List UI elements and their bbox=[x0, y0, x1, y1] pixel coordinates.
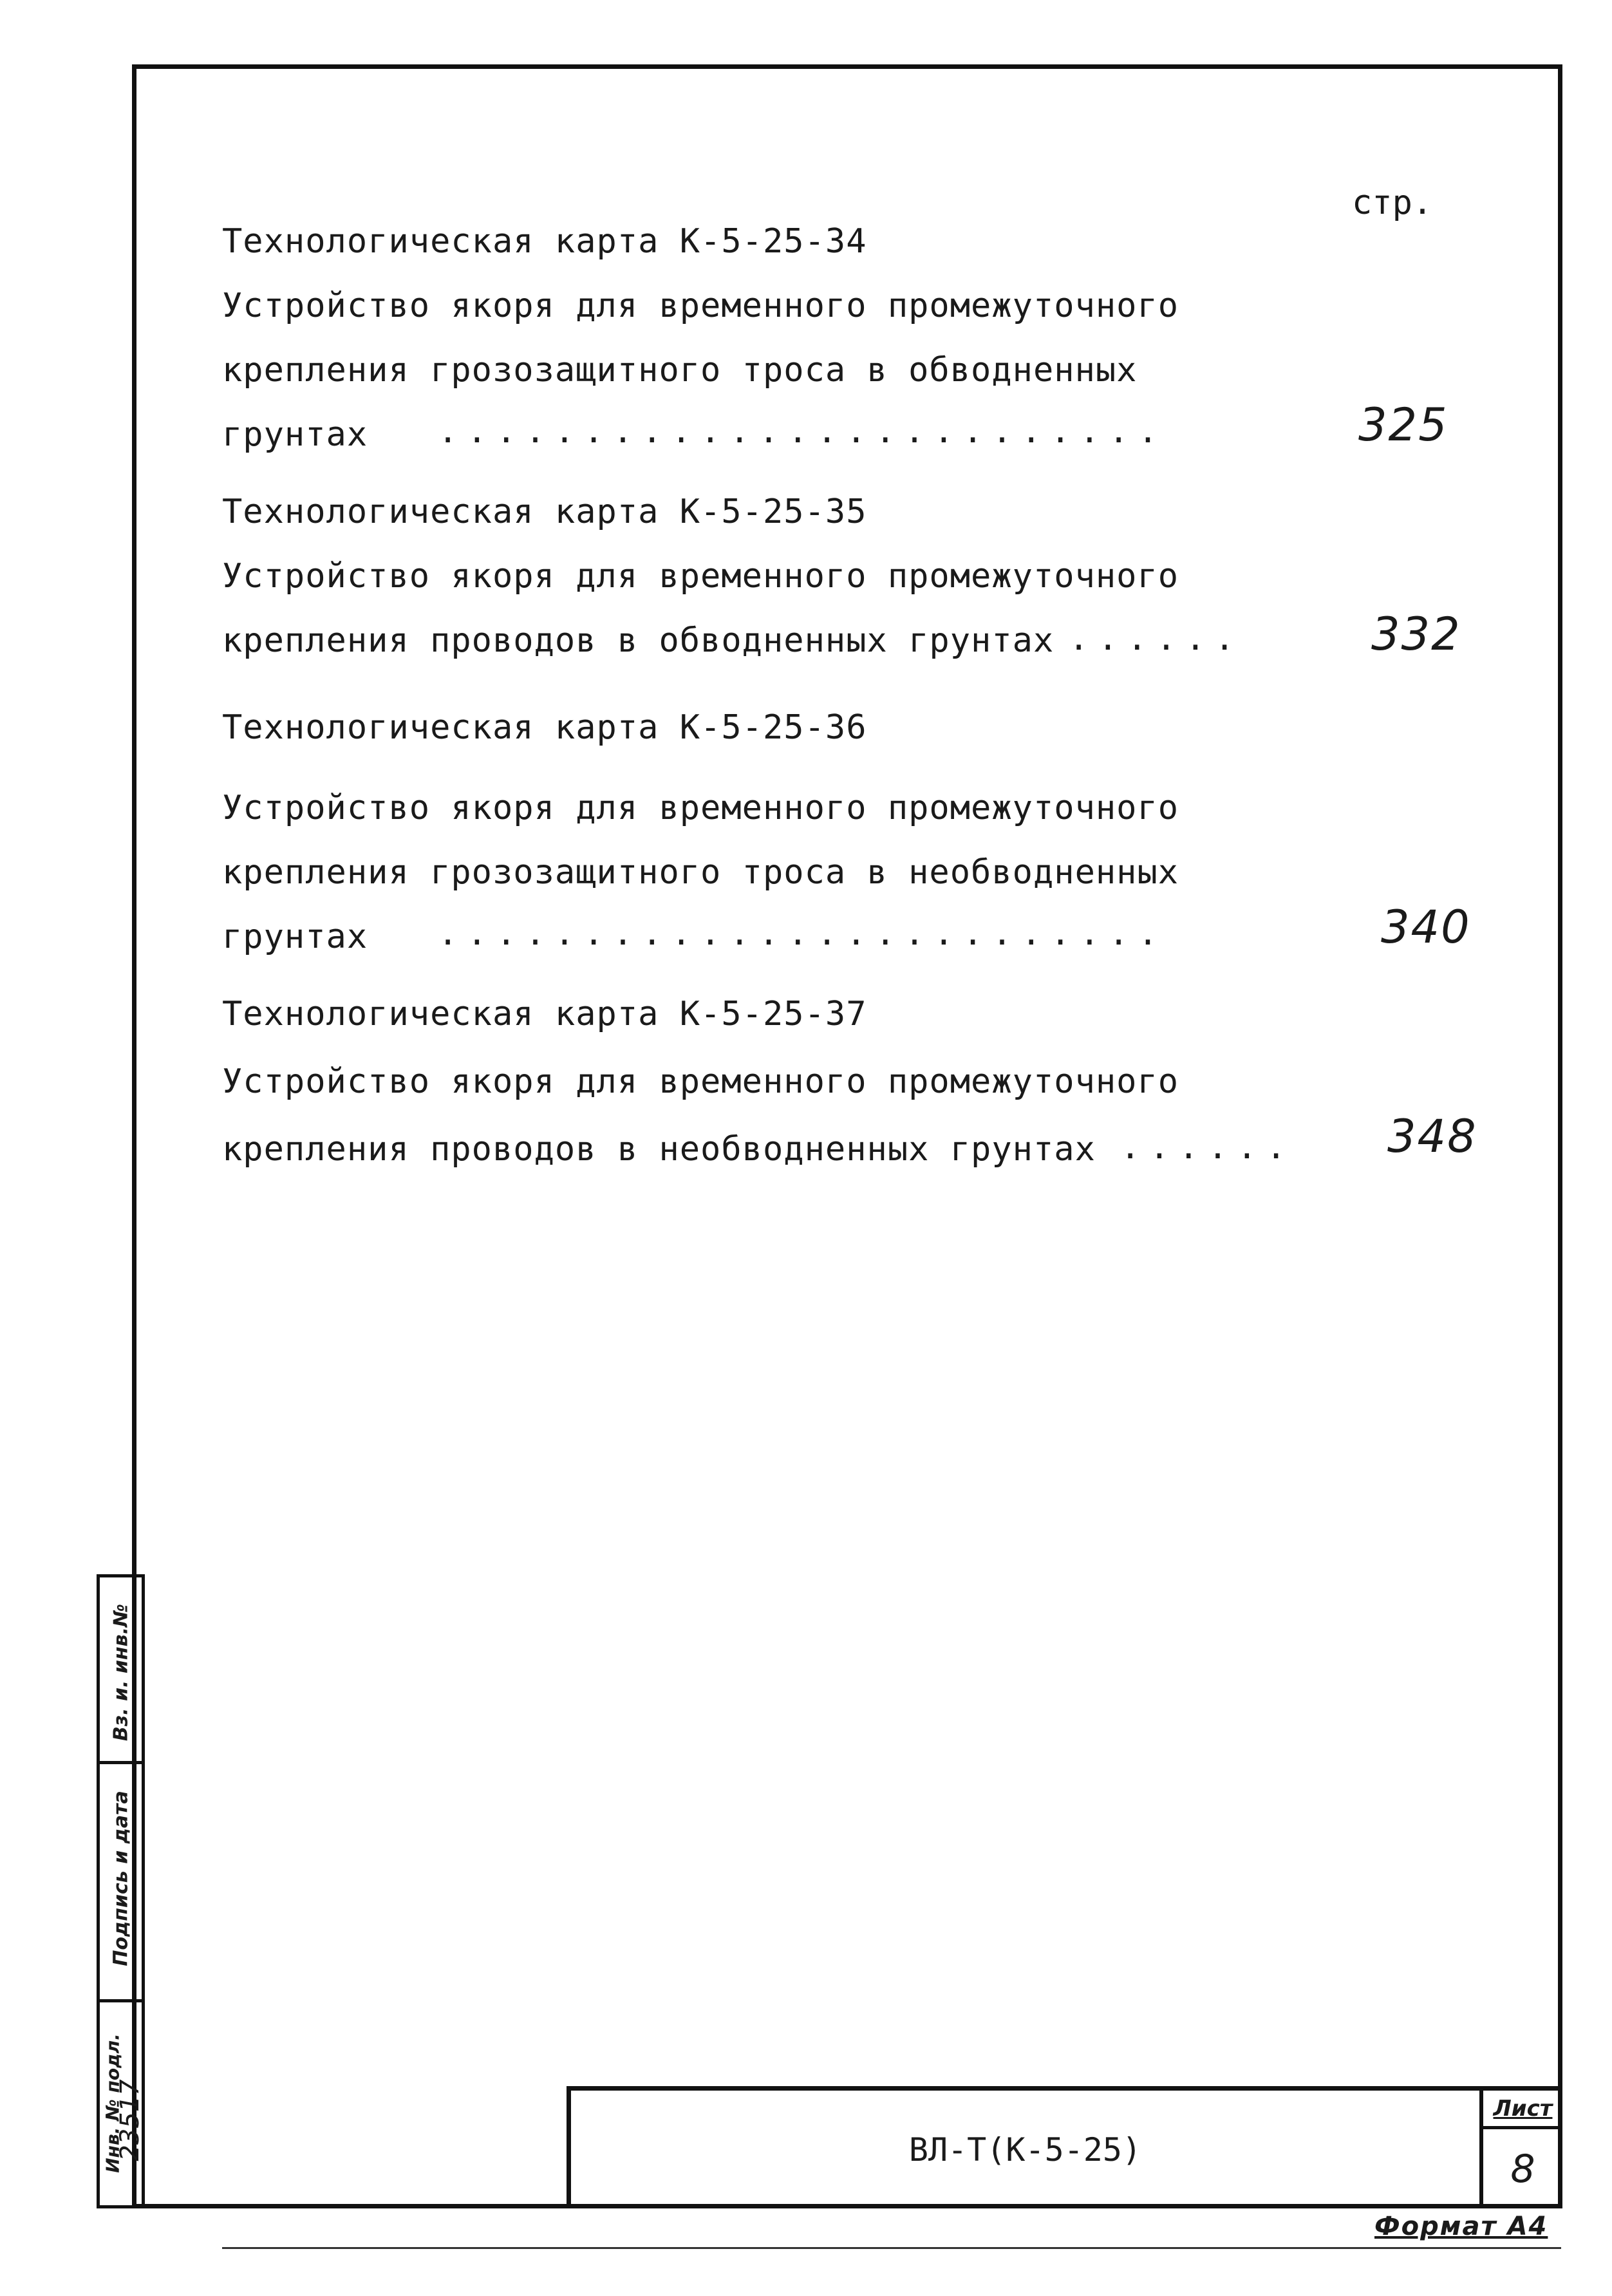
toc-entry-1-page: 325 bbox=[1358, 399, 1448, 451]
toc-entry-3-line-2: крепления грозозащитного троса в необводненных bbox=[222, 853, 1179, 892]
toc-entry-1-line-2: крепления грозозащитного троса в обводненных bbox=[222, 351, 1138, 390]
toc-entry-1-title: Технологичеcкая карта К-5-25-34 bbox=[222, 222, 867, 261]
document-designation: ВЛ-Т(К-5-25) bbox=[571, 2091, 1483, 2208]
side-inventory-number: 23517 bbox=[115, 2079, 145, 2161]
toc-entry-4-title: Технологическая карта К-5-25-37 bbox=[222, 995, 867, 1033]
toc-entry-2-title: Технологическая карта К-5-25-35 bbox=[222, 493, 867, 531]
toc-entry-3-title: Технологическая карта К-5-25-36 bbox=[222, 708, 867, 747]
toc-entry-4-page: 348 bbox=[1387, 1110, 1477, 1163]
sheet-number: 8 bbox=[1510, 2146, 1535, 2192]
toc-entry-2-line-2: крепления проводов в обводненных грунтах bbox=[222, 621, 1054, 660]
side-field-inventory: Инв. № подл. bbox=[102, 2033, 123, 2173]
page-column-label: стр. bbox=[1352, 183, 1433, 222]
toc-entry-1-line-1: Устройство якоря для временного промежуточного bbox=[222, 287, 1179, 325]
bottom-rule bbox=[222, 2247, 1561, 2249]
side-divider bbox=[100, 1999, 142, 2002]
toc-entry-3-line-3: грунтах bbox=[222, 917, 368, 956]
title-block bbox=[567, 2086, 1562, 2208]
toc-entry-3-line-1: Устройство якоря для временного промежуточного bbox=[222, 789, 1179, 827]
sheet-label: Лист bbox=[1483, 2091, 1562, 2129]
toc-entry-4-line-2: крепления проводов в необводненных грунтах bbox=[222, 1130, 1096, 1169]
leader-dots: ...... bbox=[1069, 619, 1244, 658]
leader-dots: ......................... bbox=[438, 914, 1167, 953]
toc-entry-4-line-1: Устройство якоря для временного промежуточного bbox=[222, 1062, 1179, 1101]
side-field-reference: Вз. и. инв.№ bbox=[109, 1603, 132, 1742]
toc-entry-1-line-3: грунтах bbox=[222, 415, 368, 454]
toc-entry-2-line-1: Устройство якоря для временного промежуточного bbox=[222, 557, 1179, 596]
format-label: Формат А4 bbox=[1374, 2212, 1548, 2241]
toc-entry-2-page: 332 bbox=[1371, 608, 1461, 661]
leader-dots: ...... bbox=[1120, 1128, 1295, 1167]
side-stamp bbox=[97, 1574, 145, 2208]
toc-entry-3-page: 340 bbox=[1381, 901, 1471, 954]
side-field-signature: Подпись и дата bbox=[109, 1791, 132, 1966]
side-divider bbox=[100, 1761, 142, 1764]
leader-dots: ......................... bbox=[438, 412, 1167, 451]
